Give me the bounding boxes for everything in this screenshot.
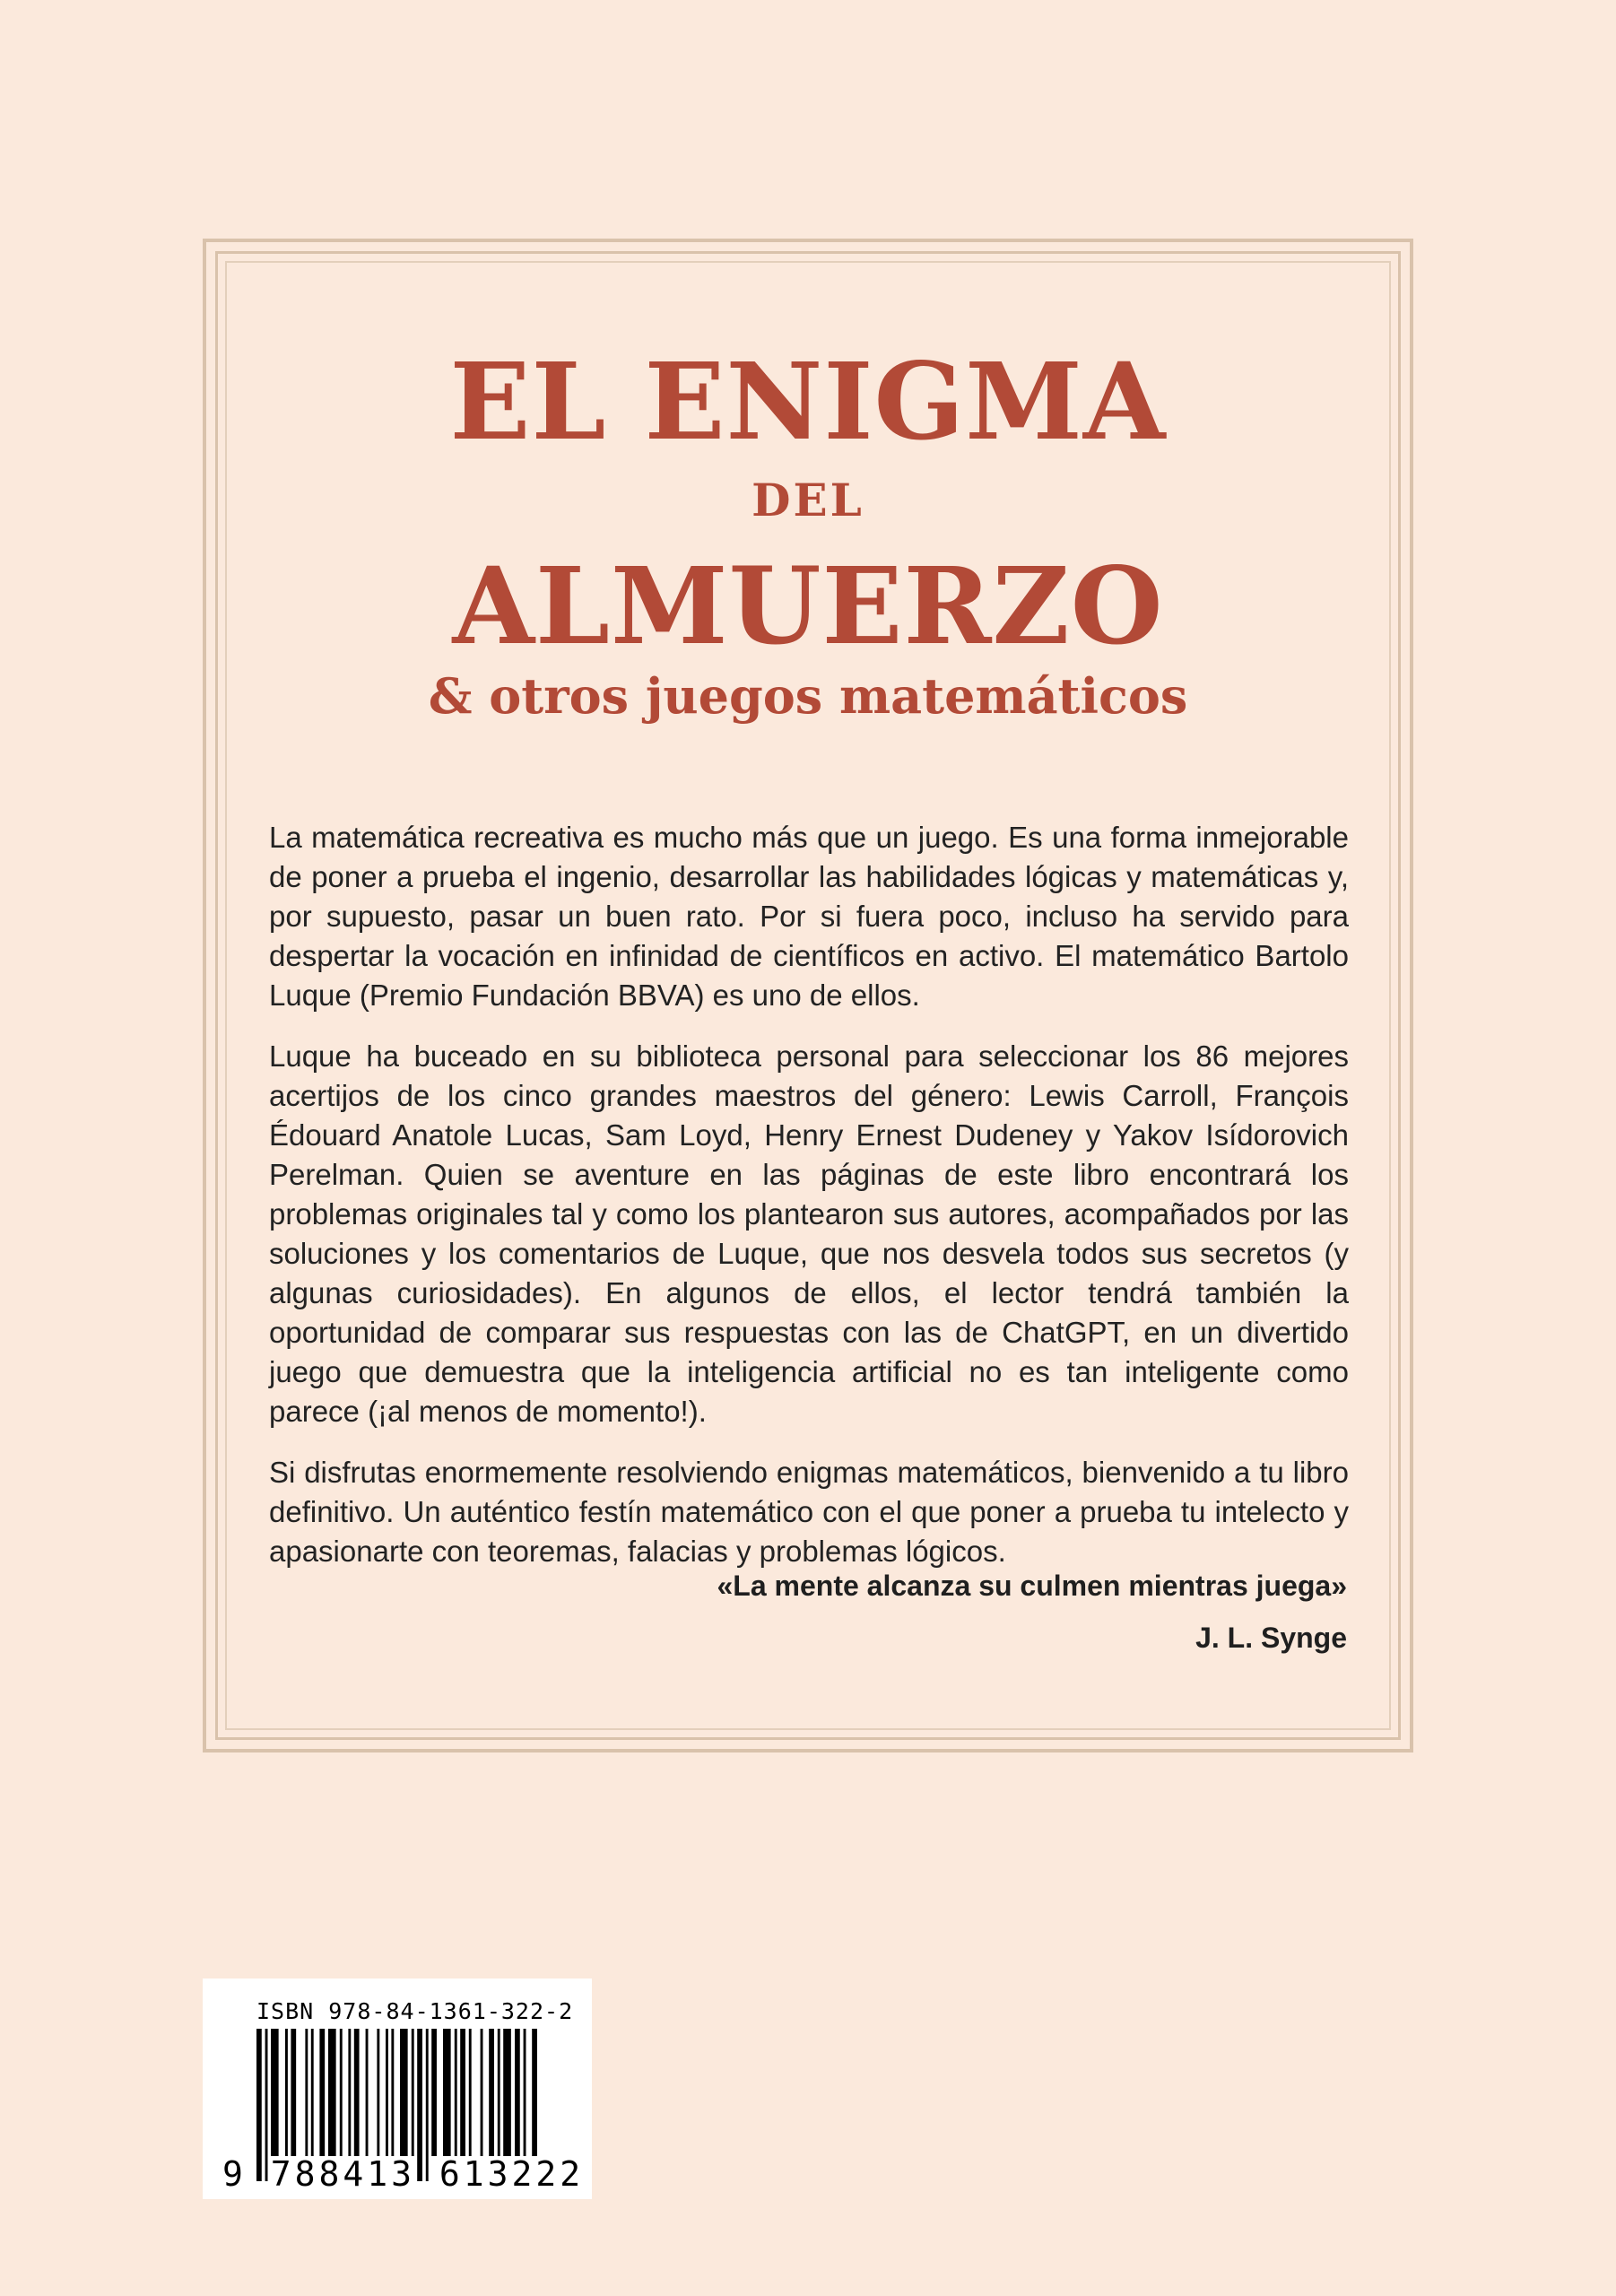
blurb-paragraph-2: Luque ha buceado en su biblioteca personal para seleccionar los 86 mejores acertijos de los cinco grandes maestros del género: Lewis Carroll, François Édouard Anatole Lucas, Sam Loyd, Henry Ernest Dudeney y Yakov Isídorovich Perelman. Quien se aventure en las páginas de este libro encontrará los problemas originales tal y como los plantearon sus autores, acompañados por las soluciones y los comentarios de Luque, que nos desvela todos sus secretos (y algunas curiosidades). En algunos de ellos, el lector tendrá también la oportunidad de comparar sus respuestas con las de ChatGPT, en un divertido juego que demuestra que la inteligencia artificial no es tan inteligente como parece (¡al menos de momento!).	[269, 1039, 1349, 1428]
barcode-bar	[377, 2029, 379, 2156]
barcode-bar	[366, 2029, 369, 2156]
epigraph-author: J. L. Synge	[1195, 1622, 1347, 1654]
barcode-bar	[489, 2029, 494, 2156]
barcode-bar	[515, 2029, 520, 2156]
barcode-bar	[271, 2029, 279, 2156]
ean-digits: 9 788413 613222	[222, 2154, 585, 2194]
barcode-bar	[412, 2029, 414, 2156]
barcode-bar	[340, 2029, 343, 2156]
subtitle: & otros juegos matemáticos	[428, 667, 1188, 725]
barcode-bar	[305, 2029, 308, 2156]
barcode-bar	[354, 2029, 360, 2156]
barcode-bar	[498, 2029, 500, 2156]
title-line-3: ALMUERZO	[452, 544, 1164, 668]
blurb-paragraph-1: La matemática recreativa es mucho más que un juego. Es una forma inmejorable de poner a prueba el ingenio, desarrollar las habilidades lógicas y matemáticas y, por supuesto, pasar un buen rato. Por si fuera poco, incluso ha servido para despertar la vocación en infinidad de científicos en activo. El matemático Bartolo Luque (Premio Fundación BBVA) es uno de ellos.	[269, 821, 1349, 1012]
barcode-bar	[311, 2029, 314, 2156]
barcode-bar	[391, 2029, 394, 2156]
isbn-label: ISBN 978-84-1361-322-2	[256, 1998, 574, 2024]
title-line-2: DEL	[752, 474, 864, 526]
barcode-bar	[443, 2029, 451, 2156]
barcode-bar	[469, 2029, 472, 2156]
title-line-1: EL ENIGMA	[449, 339, 1167, 464]
barcode-bar	[524, 2029, 526, 2156]
barcode-panel	[203, 1979, 592, 2199]
barcode-bar	[319, 2029, 325, 2156]
barcode-bar	[348, 2029, 351, 2156]
barcode-bar	[455, 2029, 457, 2156]
barcode-bar	[460, 2029, 465, 2156]
barcode-bar	[400, 2029, 408, 2156]
barcode-bar	[291, 2029, 296, 2156]
blurb-paragraph-3: Si disfrutas enormemente resolviendo enigmas matemáticos, bienvenido a tu libro definitivo. Un auténtico festín matemático con el que poner a prueba tu intelecto y apasionarte con teoremas, falacias y problemas lógicos.	[269, 1456, 1349, 1568]
blurb-text	[269, 818, 1349, 1593]
barcode-bar	[328, 2029, 336, 2156]
epigraph-quote: «La mente alcanza su culmen mientras juega»	[717, 1570, 1347, 1602]
barcode-bar	[532, 2029, 537, 2156]
barcode-bar	[285, 2029, 288, 2156]
barcode-bar	[386, 2029, 388, 2156]
barcode-bar	[503, 2029, 511, 2156]
barcode-bar	[481, 2029, 483, 2156]
barcode-bar	[431, 2029, 437, 2156]
